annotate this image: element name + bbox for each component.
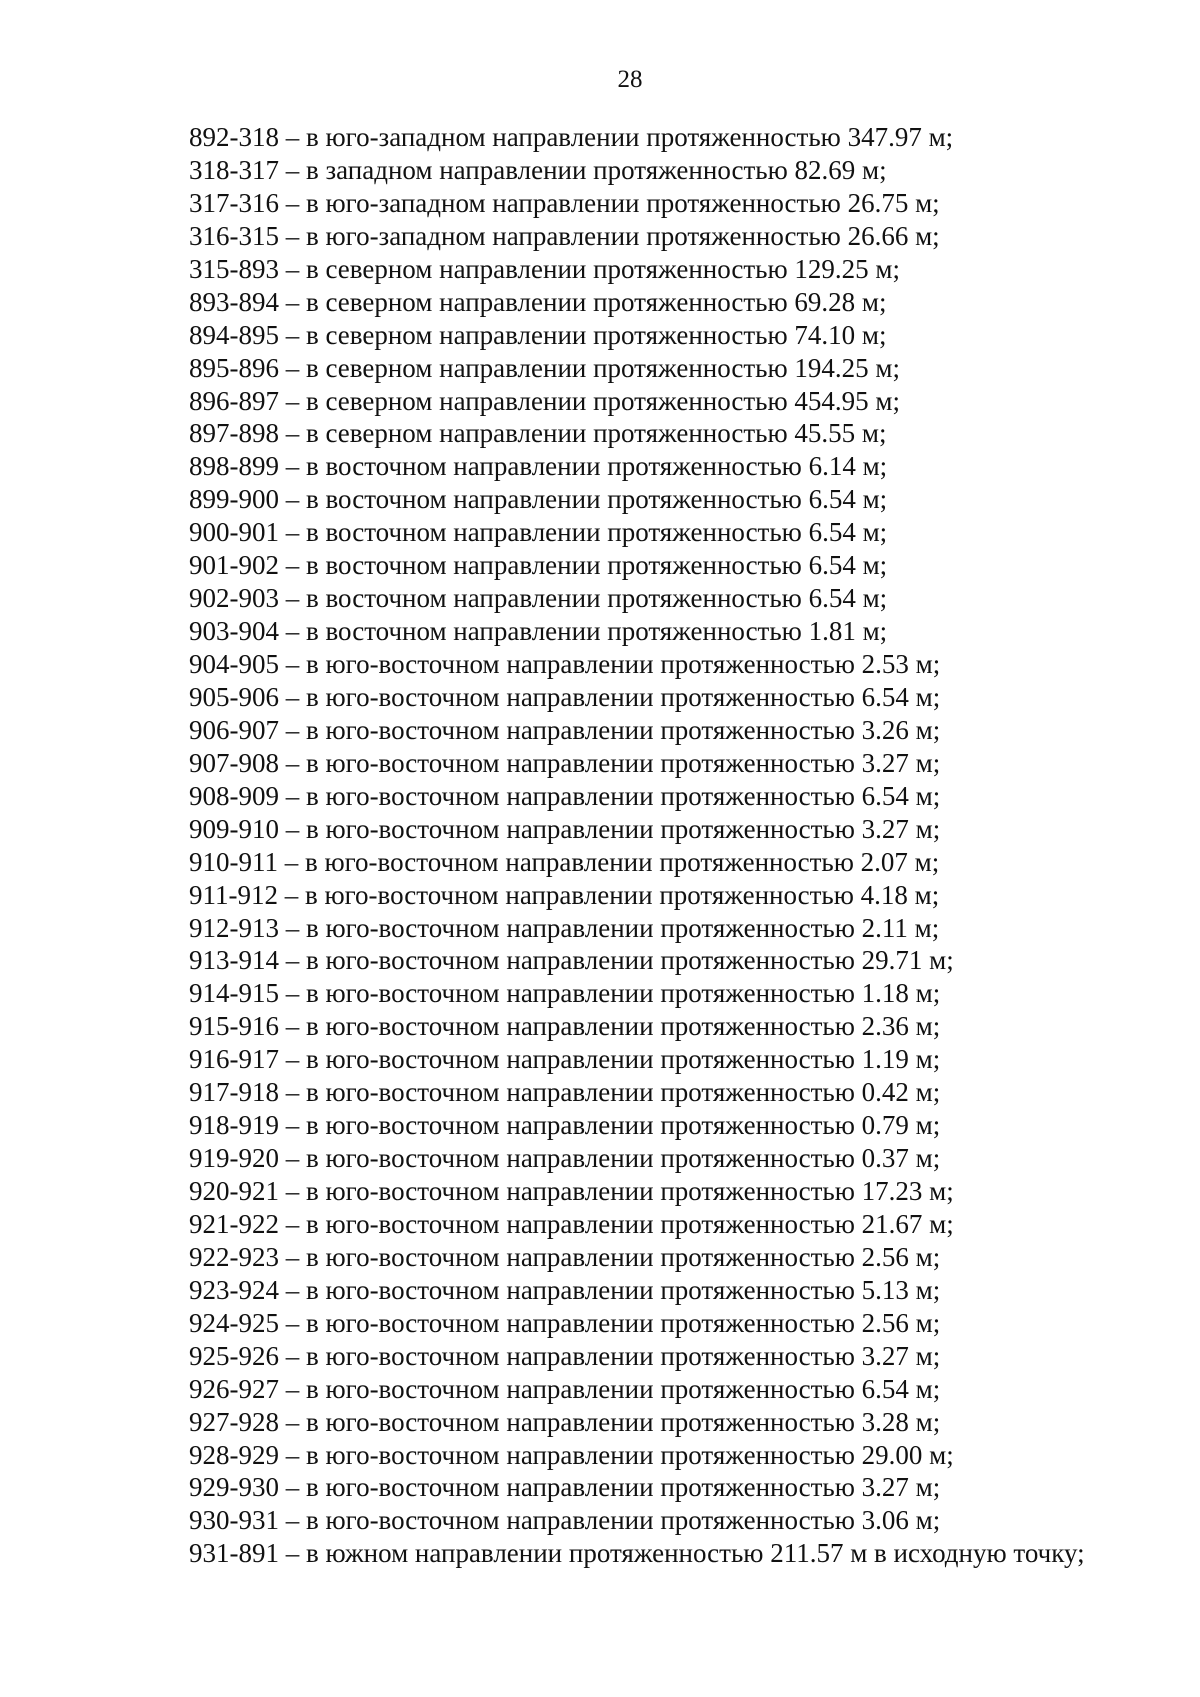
- boundary-segment-line: 911-912 – в юго-восточном направлении протяженностью 4.18 м;: [189, 879, 940, 910]
- boundary-segment-line: 904-905 – в юго-восточном направлении протяженностью 2.53 м;: [189, 649, 941, 679]
- boundary-segment-line: 900-901 – в восточном направлении протяженностью 6.54 м;: [189, 517, 888, 548]
- boundary-segment-line: 897-898 – в северном направлении протяженностью 45.55 м;: [189, 418, 887, 449]
- boundary-segment-line: 910-911 – в юго-восточном направлении протяженностью 2.07 м;: [189, 846, 940, 877]
- boundary-segment-line: 918-919 – в юго-восточном направлении протяженностью 0.79 м;: [189, 1110, 941, 1141]
- boundary-segment-line: 315-893 – в северном направлении протяженностью 129.25 м;: [189, 253, 901, 284]
- boundary-segment-line: 902-903 – в восточном направлении протяженностью 6.54 м;: [189, 583, 888, 614]
- boundary-segment-line: 895-896 – в северном направлении протяженностью 194.25 м;: [189, 352, 901, 383]
- boundary-segment-line: 916-917 – в юго-восточном направлении протяженностью 1.19 м;: [189, 1044, 941, 1075]
- boundary-segment-line: 896-897 – в северном направлении протяженностью 454.95 м;: [189, 385, 901, 416]
- boundary-segment-line: 317-316 – в юго-западном направлении протяженностью 26.75 м;: [189, 187, 940, 218]
- boundary-segment-line: 893-894 – в северном направлении протяженностью 69.28 м;: [189, 286, 887, 317]
- boundary-segment-line: 925-926 – в юго-восточном направлении протяженностью 3.27 м;: [189, 1340, 941, 1371]
- boundary-segment-line: 924-925 – в юго-восточном направлении протяженностью 2.56 м;: [189, 1307, 941, 1338]
- boundary-segment-line: 894-895 – в северном направлении протяженностью 74.10 м;: [189, 319, 887, 350]
- boundary-segment-line: 912-913 – в юго-восточном направлении протяженностью 2.11 м;: [189, 912, 940, 943]
- boundary-segment-line: 919-920 – в юго-восточном направлении протяженностью 0.37 м;: [189, 1143, 941, 1174]
- boundary-segment-line: 930-931 – в юго-восточном направлении протяженностью 3.06 м;: [189, 1505, 941, 1536]
- boundary-segment-line: 920-921 – в юго-восточном направлении протяженностью 17.23 м;: [189, 1176, 954, 1206]
- boundary-segment-line: 318-317 – в западном направлении протяженностью 82.69 м;: [189, 154, 887, 185]
- boundary-segment-line: 899-900 – в восточном направлении протяженностью 6.54 м;: [189, 484, 888, 515]
- boundary-segment-line: 913-914 – в юго-восточном направлении протяженностью 29.71 м;: [189, 945, 954, 976]
- boundary-segment-line: 927-928 – в юго-восточном направлении протяженностью 3.28 м;: [189, 1406, 941, 1437]
- page-number: 28: [617, 66, 643, 93]
- boundary-segment-line: 898-899 – в восточном направлении протяженностью 6.14 м;: [189, 451, 888, 482]
- boundary-segment-line: 921-922 – в юго-восточном направлении протяженностью 21.67 м;: [189, 1208, 954, 1239]
- boundary-segment-line: 926-927 – в юго-восточном направлении протяженностью 6.54 м;: [189, 1373, 941, 1404]
- boundary-segment-line: 901-902 – в восточном направлении протяженностью 6.54 м;: [189, 550, 888, 581]
- boundary-segment-line: 909-910 – в юго-восточном направлении протяженностью 3.27 м;: [189, 813, 941, 844]
- boundary-segment-line: 892-318 – в юго-западном направлении протяженностью 347.97 м;: [189, 122, 954, 152]
- boundary-segment-list: [189, 121, 1085, 1570]
- boundary-segment-line: 914-915 – в юго-восточном направлении протяженностью 1.18 м;: [189, 978, 941, 1009]
- boundary-segment-line: 917-918 – в юго-восточном направлении протяженностью 0.42 м;: [189, 1077, 941, 1108]
- boundary-segment-line: 929-930 – в юго-восточном направлении протяженностью 3.27 м;: [189, 1472, 941, 1503]
- boundary-segment-line: 923-924 – в юго-восточном направлении протяженностью 5.13 м;: [189, 1274, 941, 1305]
- boundary-segment-line: 316-315 – в юго-западном направлении протяженностью 26.66 м;: [189, 220, 940, 251]
- boundary-segment-line: 931-891 – в южном направлении протяженностью 211.57 м в исходную точку;: [189, 1538, 1085, 1569]
- boundary-segment-line: 903-904 – в восточном направлении протяженностью 1.81 м;: [189, 616, 888, 647]
- boundary-segment-line: 906-907 – в юго-восточном направлении протяженностью 3.26 м;: [189, 714, 941, 745]
- boundary-segment-line: 928-929 – в юго-восточном направлении протяженностью 29.00 м;: [189, 1439, 954, 1470]
- boundary-segment-line: 905-906 – в юго-восточном направлении протяженностью 6.54 м;: [189, 681, 941, 712]
- boundary-segment-line: 908-909 – в юго-восточном направлении протяженностью 6.54 м;: [189, 780, 941, 811]
- boundary-segment-line: 922-923 – в юго-восточном направлении протяженностью 2.56 м;: [189, 1241, 941, 1272]
- boundary-segment-line: 907-908 – в юго-восточном направлении протяженностью 3.27 м;: [189, 747, 941, 778]
- boundary-segment-line: 915-916 – в юго-восточном направлении протяженностью 2.36 м;: [189, 1011, 941, 1042]
